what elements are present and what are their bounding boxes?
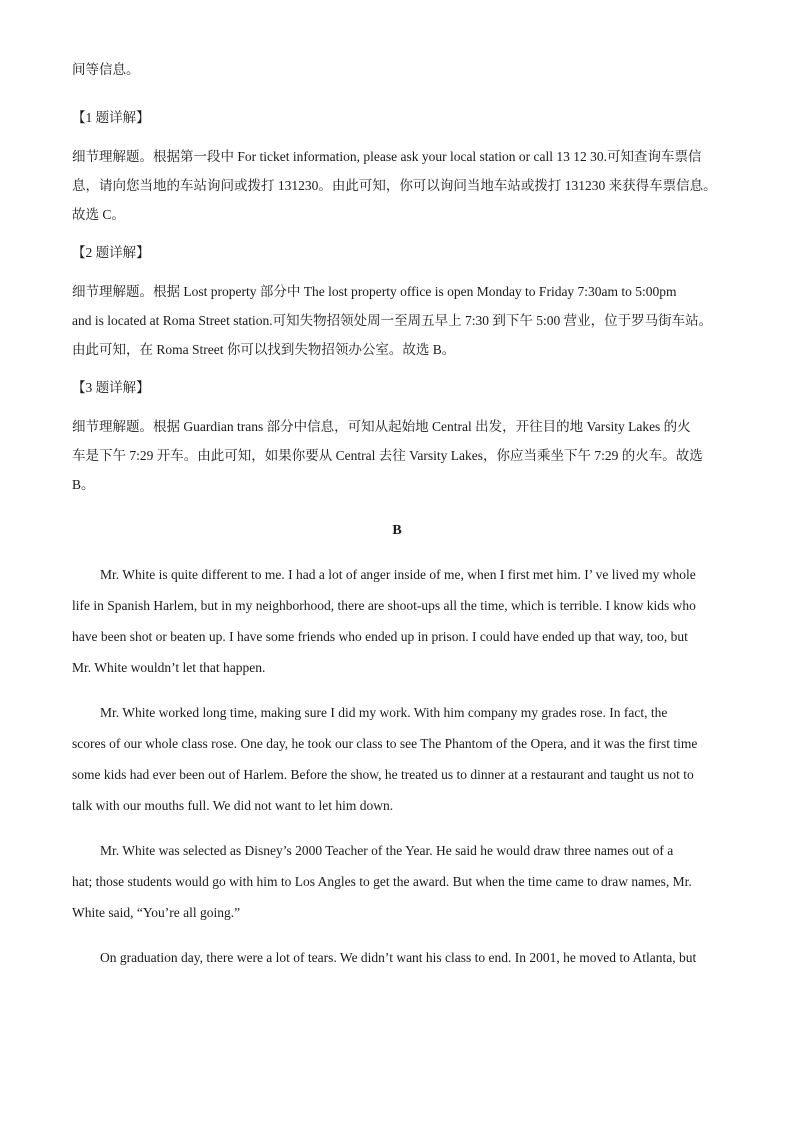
q1-line: 细节理解题。根据第一段中 For ticket information, please ask your local station or call 13 12 30.可知查询车票信 — [72, 149, 702, 164]
q1-heading: 【1 题详解】 — [72, 110, 150, 125]
q2-line: and is located at Roma Street station.可知失物招领处周一至周五早上 7:30 到下午 5:00 营业，位于罗马街车站。 — [72, 313, 713, 328]
passage-line: talk with our mouths full. We did not want to let him down. — [72, 798, 394, 813]
q1-explanation — [72, 142, 722, 229]
passage-line: scores of our whole class rose. One day, he took our class to see The Phantom of the Opera, and it was the first time — [72, 736, 698, 751]
q2-line: 由此可知，在 Roma Street 你可以找到失物招领办公室。故选 B。 — [72, 342, 456, 357]
passage-line: life in Spanish Harlem, but in my neighborhood, there are shoot-ups all the time, which is terrible. I know kids who — [72, 598, 696, 613]
passage-paragraph — [72, 697, 722, 821]
document-page — [72, 60, 722, 973]
passage-line: Mr. White wouldn’t let that happen. — [72, 660, 266, 675]
passage-line: Mr. White worked long time, making sure I did my work. With him company my grades rose. In fact, the — [100, 705, 668, 720]
q2-explanation — [72, 277, 722, 364]
passage-paragraph — [72, 942, 722, 973]
passage-line: On graduation day, there were a lot of tears. We didn’t want his class to end. In 2001, he moved to Atlanta, but — [100, 950, 697, 965]
passage-line: some kids had ever been out of Harlem. Before the show, he treated us to dinner at a restaurant and taught us not to — [72, 767, 694, 782]
passage-paragraph — [72, 559, 722, 683]
passage-line: Mr. White was selected as Disney’s 2000 Teacher of the Year. He said he would draw three names out of a — [100, 843, 674, 858]
passage-paragraph — [72, 835, 722, 928]
q1-line: 息，请向您当地的车站询问或拨打 131230。由此可知，你可以询问当地车站或拨打 131230 来获得车票信息。 — [72, 178, 717, 193]
q1-line: 故选 C。 — [72, 207, 125, 222]
q3-line: 细节理解题。根据 Guardian trans 部分中信息，可知从起始地 Central 出发，开往目的地 Varsity Lakes 的火 — [72, 419, 691, 434]
section-title: B — [392, 523, 402, 538]
q3-heading: 【3 题详解】 — [72, 380, 150, 395]
q3-explanation — [72, 412, 722, 499]
continuation-text: 间等信息。 — [72, 62, 140, 77]
passage-line: have been shot or beaten up. I have some friends who ended up in prison. I could have ended up that way, too, but — [72, 629, 688, 644]
passage-line: White said, “You’re all going.” — [72, 905, 241, 920]
q2-heading: 【2 题详解】 — [72, 245, 150, 260]
passage-line: Mr. White is quite different to me. I had a lot of anger inside of me, when I first met him. I’ ve lived my whole — [100, 567, 696, 582]
passage-line: hat; those students would go with him to Los Angles to get the award. But when the time came to draw names, Mr. — [72, 874, 692, 889]
q3-line: B。 — [72, 477, 95, 492]
q2-line: 细节理解题。根据 Lost property 部分中 The lost property office is open Monday to Friday 7:30am to 5:00pm — [72, 284, 677, 299]
passage — [72, 559, 722, 973]
q3-line: 车是下午 7:29 开车。由此可知，如果你要从 Central 去往 Varsity Lakes，你应当乘坐下午 7:29 的火车。故选 — [72, 448, 703, 463]
